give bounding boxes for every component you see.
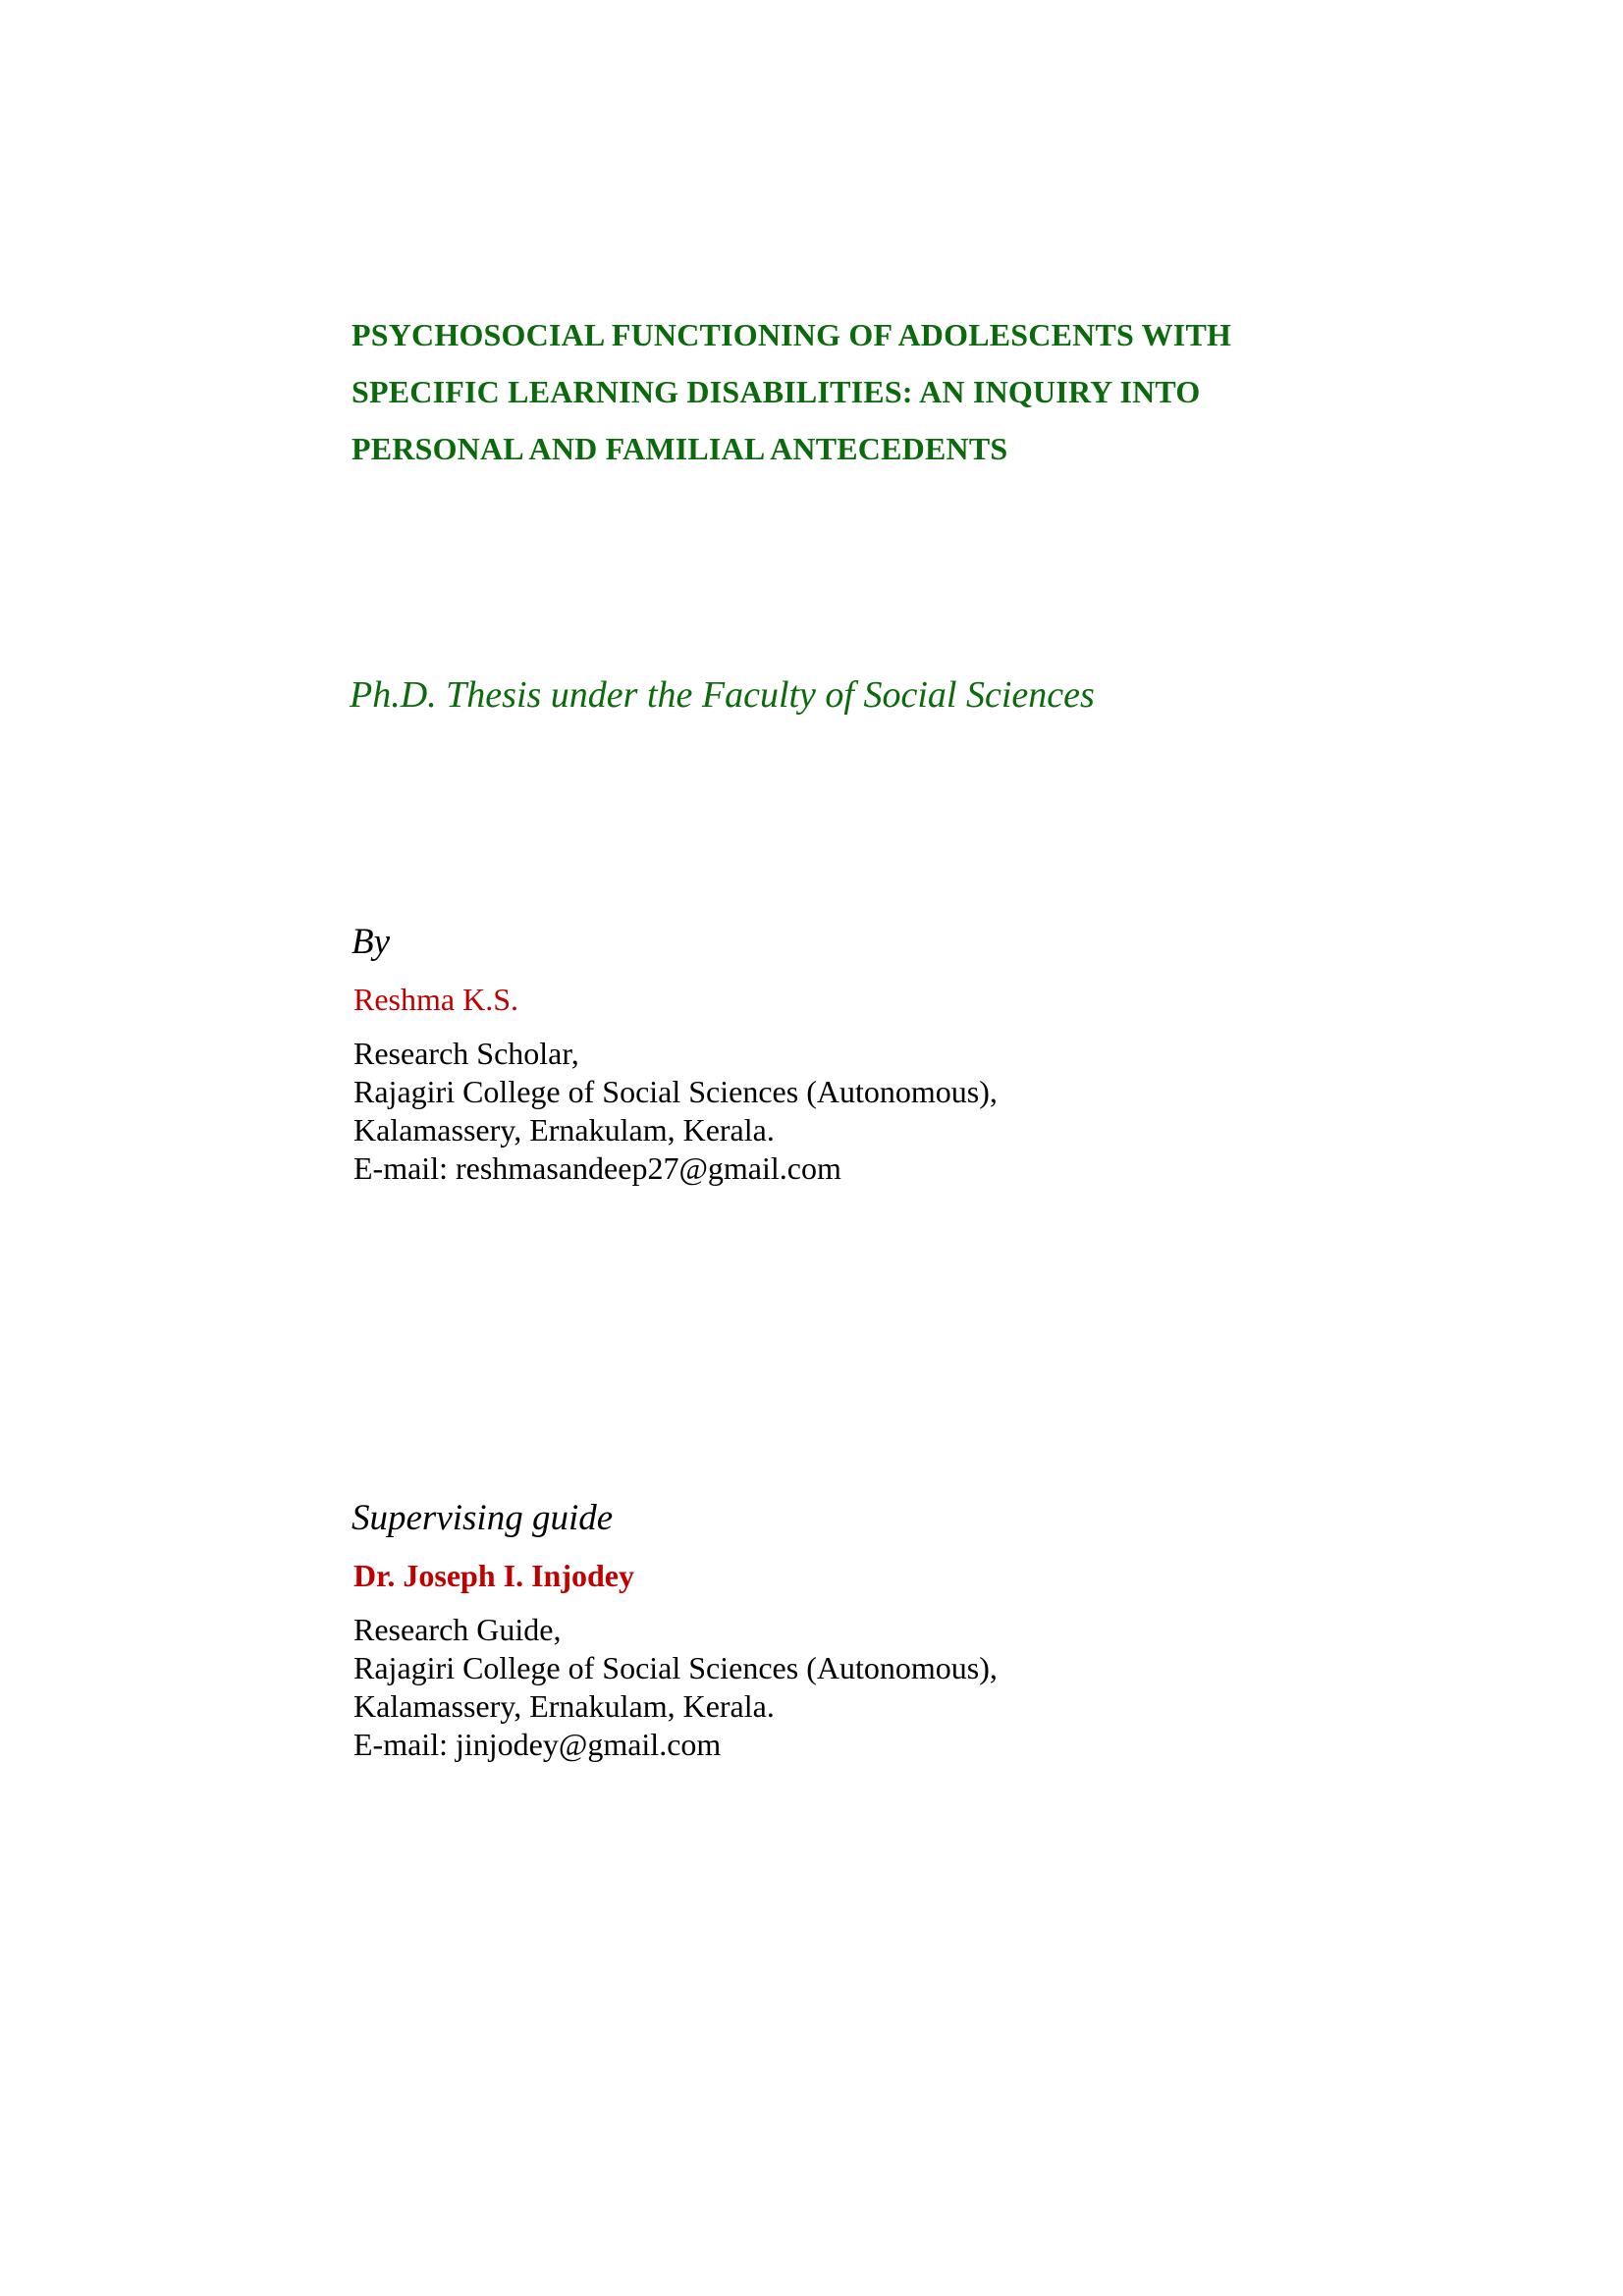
thesis-title xyxy=(352,306,1333,477)
title-line-2: SPECIFIC LEARNING DISABILITIES: AN INQUIRY INTO xyxy=(352,374,1201,409)
author-email: E-mail: reshmasandeep27@gmail.com xyxy=(353,1150,841,1186)
guide-role: Research Guide, xyxy=(353,1612,562,1647)
author-institution: Rajagiri College of Social Sciences (Autonomous), xyxy=(353,1074,998,1109)
author-details xyxy=(353,1035,998,1188)
guide-location: Kalamassery, Ernakulam, Kerala. xyxy=(353,1688,775,1724)
guide-institution: Rajagiri College of Social Sciences (Autonomous), xyxy=(353,1650,998,1685)
author-role: Research Scholar, xyxy=(353,1036,579,1071)
guide-details xyxy=(353,1611,998,1764)
title-line-3: PERSONAL AND FAMILIAL ANTECEDENTS xyxy=(352,431,1008,466)
guide-label: Supervising guide xyxy=(352,1498,614,1538)
guide-email: E-mail: jinjodey@gmail.com xyxy=(353,1727,722,1762)
author-name: Reshma K.S. xyxy=(353,982,518,1017)
author-location: Kalamassery, Ernakulam, Kerala. xyxy=(353,1112,775,1148)
thesis-subtitle: Ph.D. Thesis under the Faculty of Social Sciences xyxy=(350,674,1095,716)
title-line-1: PSYCHOSOCIAL FUNCTIONING OF ADOLESCENTS WITH xyxy=(352,317,1232,352)
author-label: By xyxy=(352,922,391,962)
guide-name: Dr. Joseph I. Injodey xyxy=(353,1558,634,1593)
